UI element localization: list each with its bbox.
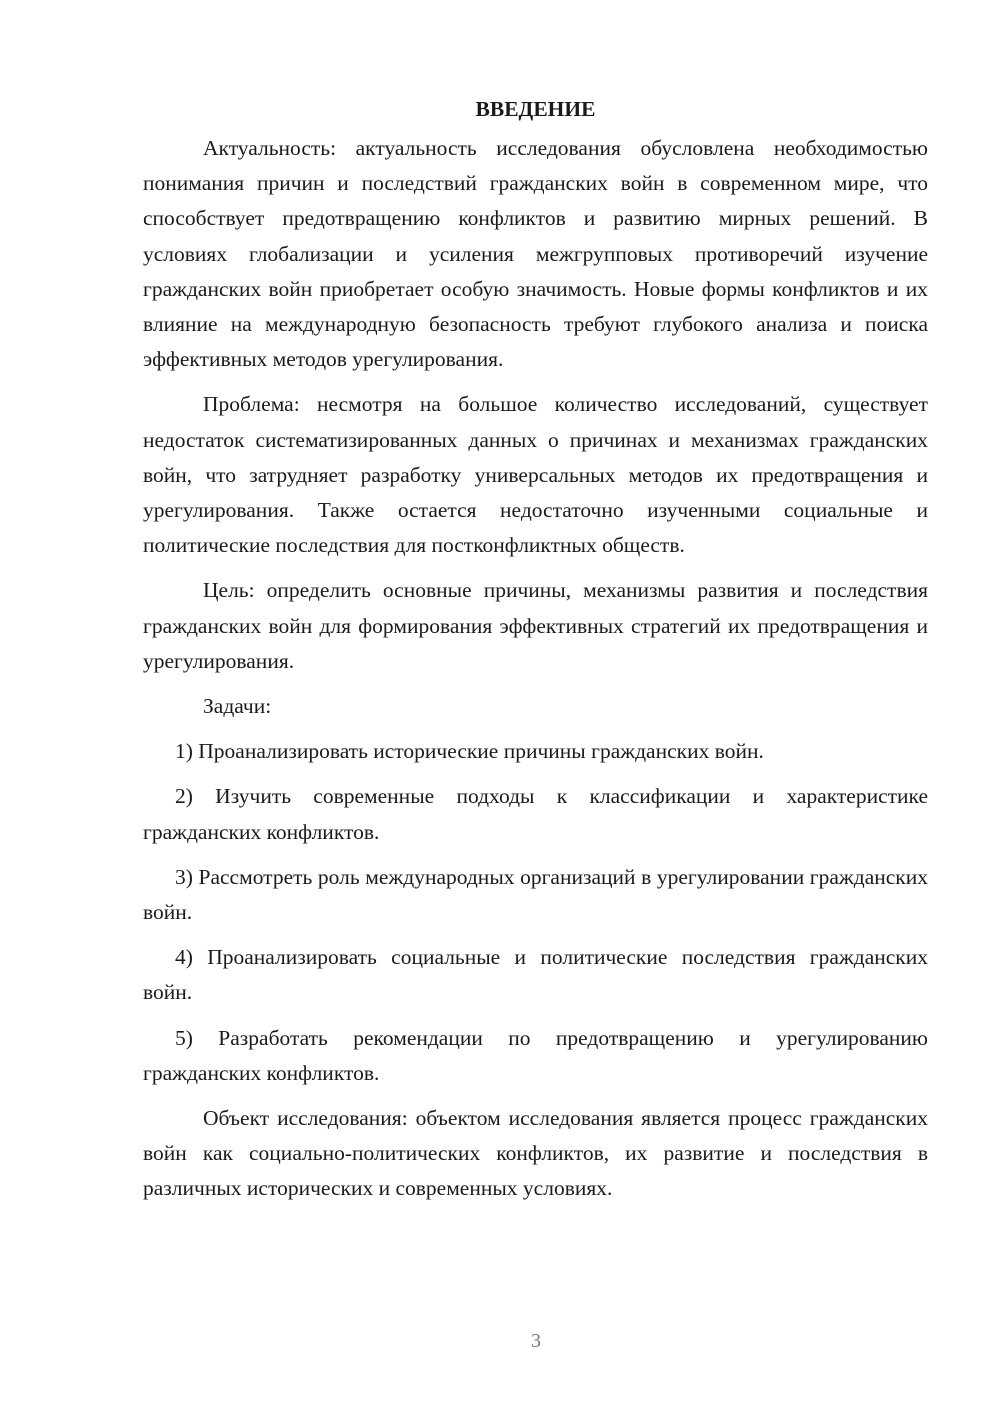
paragraph-object: Объект исследования: объектом исследования является процесс гражданских войн как социально-политических конфликтов, их развитие и последствия в различных исторических и современных условиях. [143, 1106, 928, 1201]
document-body [143, 92, 928, 1217]
tasks-heading: Задачи: [203, 694, 272, 719]
page-title: ВВЕДЕНИЕ [475, 97, 596, 121]
task-item-4: 4) Проанализировать социальные и политические последствия гражданских войн. [143, 945, 928, 1005]
task-item-1: 1) Проанализировать исторические причины гражданских войн. [175, 739, 764, 764]
page-number: 3 [531, 1330, 541, 1352]
task-item-5: 5) Разработать рекомендации по предотвращению и урегулированию гражданских конфликтов. [143, 1025, 928, 1085]
paragraph-problem: Проблема: несмотря на большое количество исследований, существует недостаток систематизированных данных о причинах и механизмах гражданских войн, что затрудняет разработку универсальных методов их предотвращения и урегулирования. Также остается недостаточно изученными социальные и политические последствия для постконфликтных обществ. [143, 392, 928, 558]
task-item-2: 2) Изучить современные подходы к классификации и характеристике гражданских конфликтов. [143, 784, 928, 844]
paragraph-relevance: Актуальность: актуальность исследования обусловлена необходимостью понимания причин и последствий гражданских войн в современном мире, что способствует предотвращению конфликтов и развитию мирных решений. В условиях глобализации и усиления межгрупповых противоречий изучение гражданских войн приобретает особую значимость. Новые формы конфликтов и их влияние на международную безопасность требуют глубокого анализа и поиска эффективных методов урегулирования. [143, 136, 928, 372]
task-item-3: 3) Рассмотреть роль международных организаций в урегулировании гражданских войн. [143, 864, 928, 925]
paragraph-goal: Цель: определить основные причины, механизмы развития и последствия гражданских войн для формирования эффективных стратегий их предотвращения и урегулирования. [143, 578, 928, 673]
